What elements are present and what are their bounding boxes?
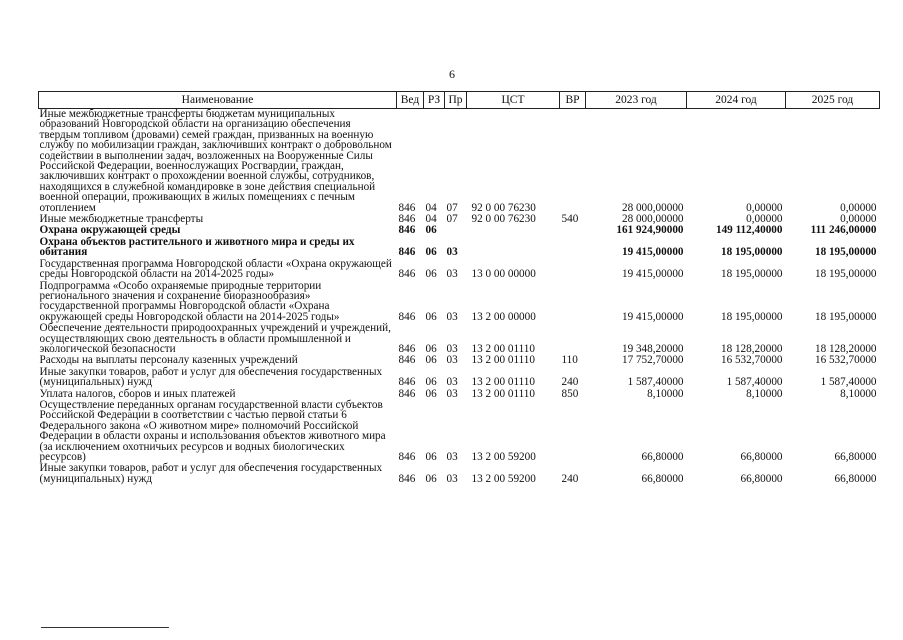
cell-rz: 06 [425, 310, 437, 323]
table-row [39, 280, 880, 323]
cell-2023: 66,80000 [641, 472, 684, 485]
cell-2023: 28 000,00000 [621, 201, 684, 214]
column-header-2025: 2025 год [786, 92, 880, 109]
cell-rz: 06 [425, 387, 437, 400]
cell-ved: 846 [398, 342, 416, 355]
cell-ved: 846 [398, 354, 416, 367]
cell-pr: 07 [446, 213, 458, 226]
table-row [39, 462, 880, 484]
cell-cst [467, 236, 560, 258]
cell-ved: 846 [398, 246, 416, 259]
cell-name: Иные межбюджетные трансферты [39, 213, 204, 226]
cell-2024: 0,00000 [746, 201, 783, 214]
column-header-rz: РЗ [424, 92, 445, 109]
column-header-2023: 2023 год [586, 92, 687, 109]
table-row [39, 399, 880, 462]
cell-pr: 03 [446, 354, 458, 367]
cell-2023: 19 415,00000 [621, 310, 684, 323]
cell-pr: 03 [446, 310, 458, 323]
cell-name: Обеспечение деятельности природоохранных учреждений и учреждений, осуществляющих свою деятельность в области промышленной и экологической безопасности [39, 322, 391, 355]
cell-vr: 540 [561, 213, 579, 226]
table-row [39, 366, 880, 388]
cell-ved: 846 [398, 387, 416, 400]
cell-pr: 03 [446, 268, 458, 281]
cell-ved: 846 [398, 201, 416, 214]
cell-cst: 13 2 00 01110 [471, 342, 535, 355]
cell-vr [560, 109, 586, 214]
cell-2024: 18 128,20000 [720, 342, 783, 355]
cell-cst [467, 224, 560, 235]
cell-vr [560, 258, 586, 280]
cell-2025: 111 246,00000 [810, 224, 877, 237]
cell-name: Иные закупки товаров, работ и услуг для обеспечения государственных (муниципальных) нужд [39, 365, 383, 389]
cell-pr: 03 [446, 387, 458, 400]
table-row [39, 388, 880, 399]
cell-2023: 19 348,20000 [621, 342, 684, 355]
cell-name: Охрана окружающей среды [39, 224, 181, 237]
cell-vr: 850 [561, 387, 579, 400]
cell-2023: 17 752,70000 [621, 354, 684, 367]
cell-pr: 03 [446, 451, 458, 463]
column-header-2024: 2024 год [687, 92, 786, 109]
cell-ved: 846 [398, 213, 416, 226]
cell-vr [560, 399, 586, 462]
cell-2023: 66,80000 [641, 451, 684, 463]
cell-2023: 19 415,00000 [621, 246, 684, 259]
cell-2023: 8,10000 [647, 387, 684, 400]
cell-2025: 18 195,00000 [814, 310, 877, 323]
column-header-cst: ЦСТ [467, 92, 560, 109]
table-row [39, 354, 880, 365]
table-row [39, 258, 880, 280]
cell-2024: 16 532,70000 [720, 354, 783, 367]
table-row [39, 224, 880, 235]
cell-2024: 18 195,00000 [720, 310, 783, 323]
cell-rz: 06 [425, 224, 437, 237]
cell-rz: 06 [425, 342, 437, 355]
table-row [39, 213, 880, 224]
cell-2025: 0,00000 [840, 213, 877, 226]
cell-cst: 13 2 00 01110 [471, 376, 535, 389]
table-row [39, 236, 880, 258]
cell-2025: 18 128,20000 [814, 342, 877, 355]
cell-2025: 8,10000 [840, 387, 877, 400]
cell-vr [560, 224, 586, 235]
column-header-vr: ВР [560, 92, 586, 109]
cell-2025: 18 195,00000 [814, 246, 877, 259]
cell-name: Уплата налогов, сборов и иных платежей [39, 387, 236, 400]
cell-2024: 18 195,00000 [720, 268, 783, 281]
cell-rz: 06 [425, 246, 437, 259]
cell-name: Охрана объектов растительного и животного мира и среды их обитания [39, 235, 355, 259]
cell-name: Государственная программа Новгородской области «Охрана окружающей среды Новгородской области на 2014-2025 годы» [39, 257, 392, 281]
cell-2023: 28 000,00000 [621, 213, 684, 226]
cell-cst: 13 0 00 00000 [471, 268, 536, 281]
cell-2024: 149 112,40000 [715, 224, 783, 237]
cell-2025: 66,80000 [834, 451, 877, 463]
cell-name: Иные закупки товаров, работ и услуг для обеспечения государственных (муниципальных) нужд [39, 462, 383, 485]
column-header-ved: Вед [397, 92, 424, 109]
cell-ved: 846 [398, 310, 416, 323]
cell-ved: 846 [398, 268, 416, 281]
cell-pr: 07 [446, 201, 458, 214]
cell-name: Подпрограмма «Особо охраняемые природные территории регионального значения и сохранение биоразнообразия» государственной программы Новгородской области «Охрана окружающей среды Новгородской области на 2014-2025 годы» [39, 279, 340, 323]
cell-pr [445, 224, 467, 235]
cell-vr: 110 [561, 354, 578, 367]
cell-rz: 06 [425, 376, 437, 389]
cell-2024: 8,10000 [746, 387, 783, 400]
cell-2023: 161 924,90000 [616, 224, 684, 237]
table-row [39, 109, 880, 214]
cell-cst: 13 2 00 00000 [471, 310, 536, 323]
cell-2025: 16 532,70000 [814, 354, 877, 367]
cell-rz: 06 [425, 451, 437, 463]
cell-2025: 1 587,40000 [820, 376, 877, 389]
cell-ved: 846 [398, 472, 416, 485]
cell-rz: 04 [425, 213, 437, 226]
cell-cst: 92 0 00 76230 [471, 213, 536, 226]
cell-2023: 19 415,00000 [621, 268, 684, 281]
cell-ved: 846 [398, 224, 416, 237]
table-row [39, 322, 880, 354]
cell-2024: 18 195,00000 [720, 246, 783, 259]
cell-vr [560, 280, 586, 323]
cell-cst: 92 0 00 76230 [471, 201, 536, 214]
cell-cst: 13 2 00 59200 [471, 451, 536, 463]
cell-2024: 0,00000 [746, 213, 783, 226]
cell-cst: 13 2 00 01110 [471, 354, 535, 367]
cell-vr [560, 236, 586, 258]
cell-rz: 04 [425, 201, 437, 214]
cell-ved: 846 [398, 376, 416, 389]
column-header-pr: Пр [445, 92, 467, 109]
column-header-name: Наименование [39, 92, 397, 109]
cell-rz: 06 [425, 268, 437, 281]
cell-2024: 66,80000 [740, 472, 783, 485]
cell-rz: 06 [425, 472, 437, 485]
cell-cst: 13 2 00 59200 [471, 472, 536, 485]
budget-table [38, 91, 880, 484]
cell-2024: 1 587,40000 [726, 376, 783, 389]
cell-name: Расходы на выплаты персоналу казенных учреждений [39, 354, 298, 367]
table-body [39, 109, 880, 485]
cell-2025: 66,80000 [834, 472, 877, 485]
cell-vr [560, 322, 586, 354]
cell-pr: 03 [446, 342, 458, 355]
cell-2025: 0,00000 [840, 201, 877, 214]
cell-cst: 13 2 00 01110 [471, 387, 535, 400]
cell-pr: 03 [446, 472, 458, 485]
cell-2025: 18 195,00000 [814, 268, 877, 281]
footer-divider [41, 627, 169, 628]
cell-pr: 03 [446, 376, 458, 389]
cell-2023: 1 587,40000 [627, 376, 684, 389]
cell-name: Иные межбюджетные трансферты бюджетам муниципальных образований Новгородской области на организацию обеспечения твердым топливом (дровами) семей граждан, призванных на военную службу по мобилизации граждан, заключивших контракт о добровольном содействии в выполнении задач, возложенных на Вооруженные Силы Российской Федерации, военнослужащих Росгвардии, граждан, заключивших контракт о прохождении военной службы, сотрудников, находящихся в служебной командировке в зоне действия специальной военной операции, проживающих в жилых помещениях с печным отоплением [39, 108, 392, 214]
cell-pr: 03 [446, 246, 458, 259]
table-header [39, 92, 880, 109]
page-number: 6 [449, 67, 455, 81]
cell-2024: 66,80000 [740, 451, 783, 463]
cell-vr: 240 [561, 472, 579, 485]
cell-vr: 240 [561, 376, 579, 389]
cell-ved: 846 [398, 451, 416, 463]
cell-rz: 06 [425, 354, 437, 367]
cell-name: Осуществление переданных органам государственной власти субъектов Российской Федерации в соответствии с частью первой статьи 6 Федерального закона «О животном мире» полномочий Российской Федерации в области охраны и использования объектов животного мира (за исключением охотничьих ресурсов и водных биологических ресурсов) [39, 398, 386, 463]
